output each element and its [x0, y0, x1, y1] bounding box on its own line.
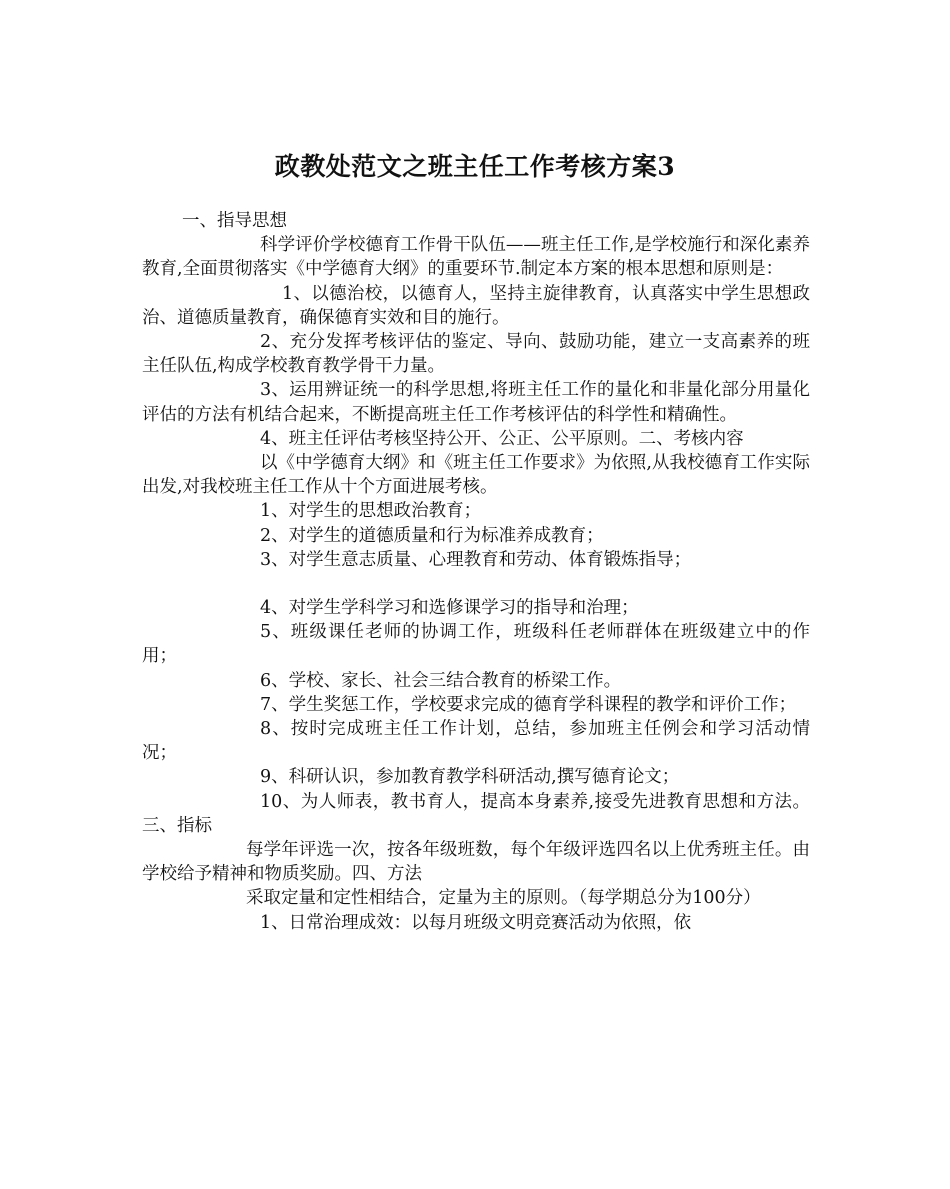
paragraph: 4、班主任评估考核坚持公开、公正、公平原则。二、考核内容 — [260, 428, 744, 449]
paragraph: 3、对学生意志质量、心理教育和劳动、体育锻炼指导； — [260, 549, 692, 570]
paragraph: 采取定量和定性相结合，定量为主的原则。（每学期总分为100分） — [246, 888, 761, 909]
paragraph: 9、科研认识，参加教育教学科研活动,撰写德育论文； — [260, 767, 680, 788]
blank-line — [142, 572, 810, 596]
paragraph: 8、按时完成班主任工作计划，总结，参加班主任例会和学习活动情况； — [142, 719, 810, 764]
paragraph: 每学年评选一次，按各年级班数，每个年级评选四名以上优秀班主任。由学校给予精神和物质奖励。四、方法 — [142, 840, 810, 885]
paragraph: 5、班级课任老师的协调工作，班级科任老师群体在班级建立中的作用； — [142, 622, 810, 667]
paragraph: 2、对学生的道德质量和行为标准养成教育； — [260, 525, 604, 546]
paragraph: 7、学生奖惩工作，学校要求完成的德育学科课程的教学和评价工作； — [260, 694, 797, 715]
document-title: 政教处范文之班主任工作考核方案3 — [274, 151, 676, 181]
paragraph: 3、运用辨证统一的科学思想,将班主任工作的量化和非量化部分用量化评估的方法有机结合起来，不断提高班主任工作考核评估的科学性和精确性。 — [142, 380, 810, 425]
paragraph: 1、以德治校，以德育人，坚持主旋律教育，认真落实中学生思想政治、道德质量教育，确保德育实效和目的施行。 — [142, 283, 810, 328]
paragraph: 2、充分发挥考核评估的鉴定、导向、鼓励功能，建立一支高素养的班主任队伍,构成学校教育教学骨干力量。 — [142, 332, 810, 377]
paragraph: 一、指导思想 — [182, 211, 287, 231]
paragraph: 6、学校、家长、社会三结合教育的桥梁工作。 — [260, 670, 622, 691]
paragraph: 1、日常治理成效：以每月班级文明竞赛活动为依照，依 — [260, 912, 692, 933]
paragraph: 1、对学生的思想政治教育； — [260, 501, 482, 522]
paragraph: 科学评价学校德育工作骨干队伍——班主任工作,是学校施行和深化素养教育,全面贯彻落实《中学德育大纲》的重要环节.制定本方案的根本思想和原则是： — [142, 235, 810, 280]
paragraph: 4、对学生学科学习和选修课学习的指导和治理； — [260, 598, 639, 619]
paragraph: 以《中学德育大纲》和《班主任工作要求》为依照,从我校德育工作实际出发,对我校班主任工作从十个方面进展考核。 — [142, 453, 810, 498]
paragraph: 10、为人师表，教书育人，提高本身素养,接受先进教育思想和方法。三、指标 — [142, 791, 810, 836]
document-body — [142, 209, 810, 935]
